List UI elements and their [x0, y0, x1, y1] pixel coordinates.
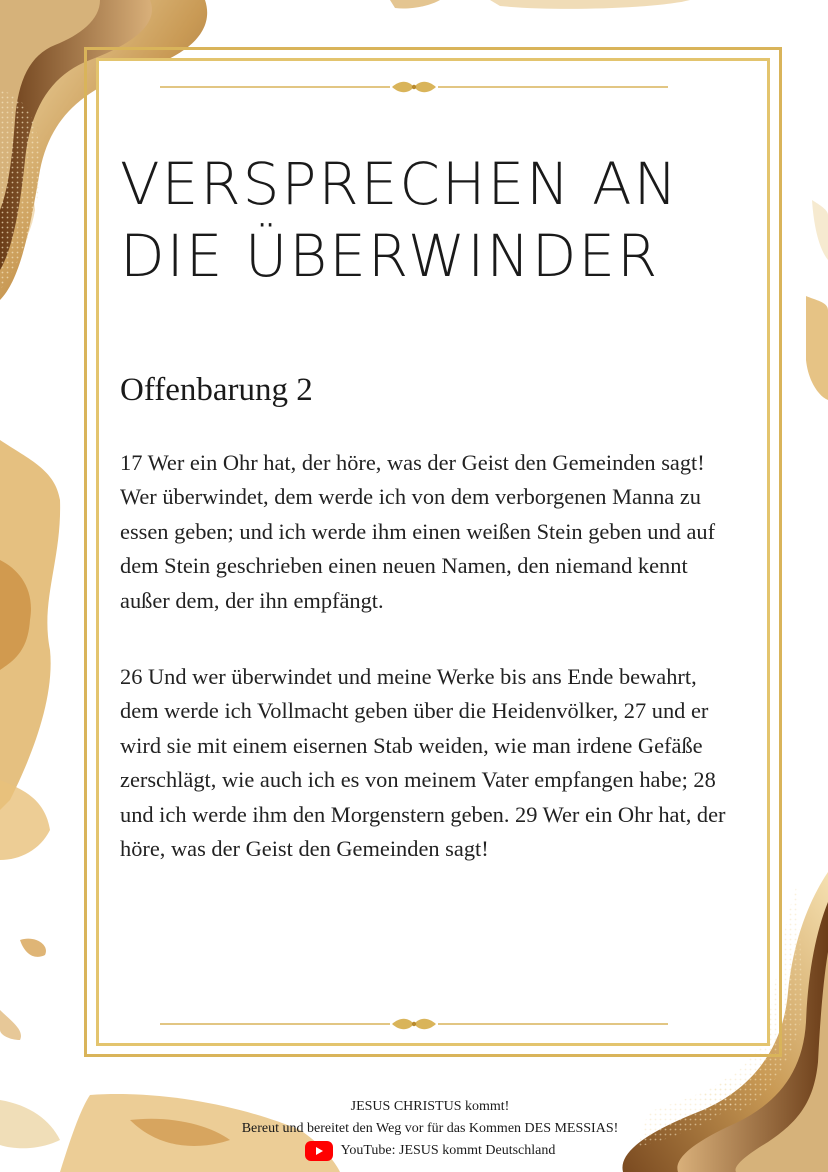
footer	[140, 1096, 720, 1162]
scripture-reference: Offenbarung 2	[120, 372, 313, 408]
page-title	[120, 148, 760, 292]
title-line-1: VERSPRECHEN AN	[120, 150, 680, 218]
youtube-channel-link[interactable]	[140, 1140, 720, 1162]
verse-paragraph-1: 17 Wer ein Ohr hat, der höre, was der Geist den Gemeinden sagt! Wer überwindet, dem werde ich von dem verborgenen Manna zu essen geben; und ich werde ihm einen weißen Stein geben und auf dem Stein geschrieben einen neuen Namen, den niemand kennt außer dem, der ihn empfängt.	[120, 450, 716, 613]
footer-line-3: YouTube: JESUS kommt Deutschland	[340, 1143, 556, 1158]
youtube-icon	[305, 1141, 333, 1161]
title-line-2: DIE ÜBERWINDER	[120, 222, 660, 290]
footer-line-2: Bereut und bereitet den Weg vor für das Kommen DES MESSIAS!	[241, 1121, 619, 1136]
ornament-divider-icon	[160, 80, 668, 94]
footer-line-1: JESUS CHRISTUS kommt!	[350, 1099, 510, 1114]
verse-paragraph-2: 26 Und wer überwindet und meine Werke bis ans Ende bewahrt, dem werde ich Vollmacht geben über die Heidenvölker, 27 und er wird sie mit einem eisernen Stab weiden, wie man irdene Gefäße zerschlägt, wie auch ich es von meinem Vater empfangen habe; 28 und ich werde ihm den Morgenstern geben. 29 Wer ein Ohr hat, der höre, was der Geist den Gemeinden sagt!	[120, 664, 726, 862]
ornament-divider-icon	[160, 1017, 668, 1031]
